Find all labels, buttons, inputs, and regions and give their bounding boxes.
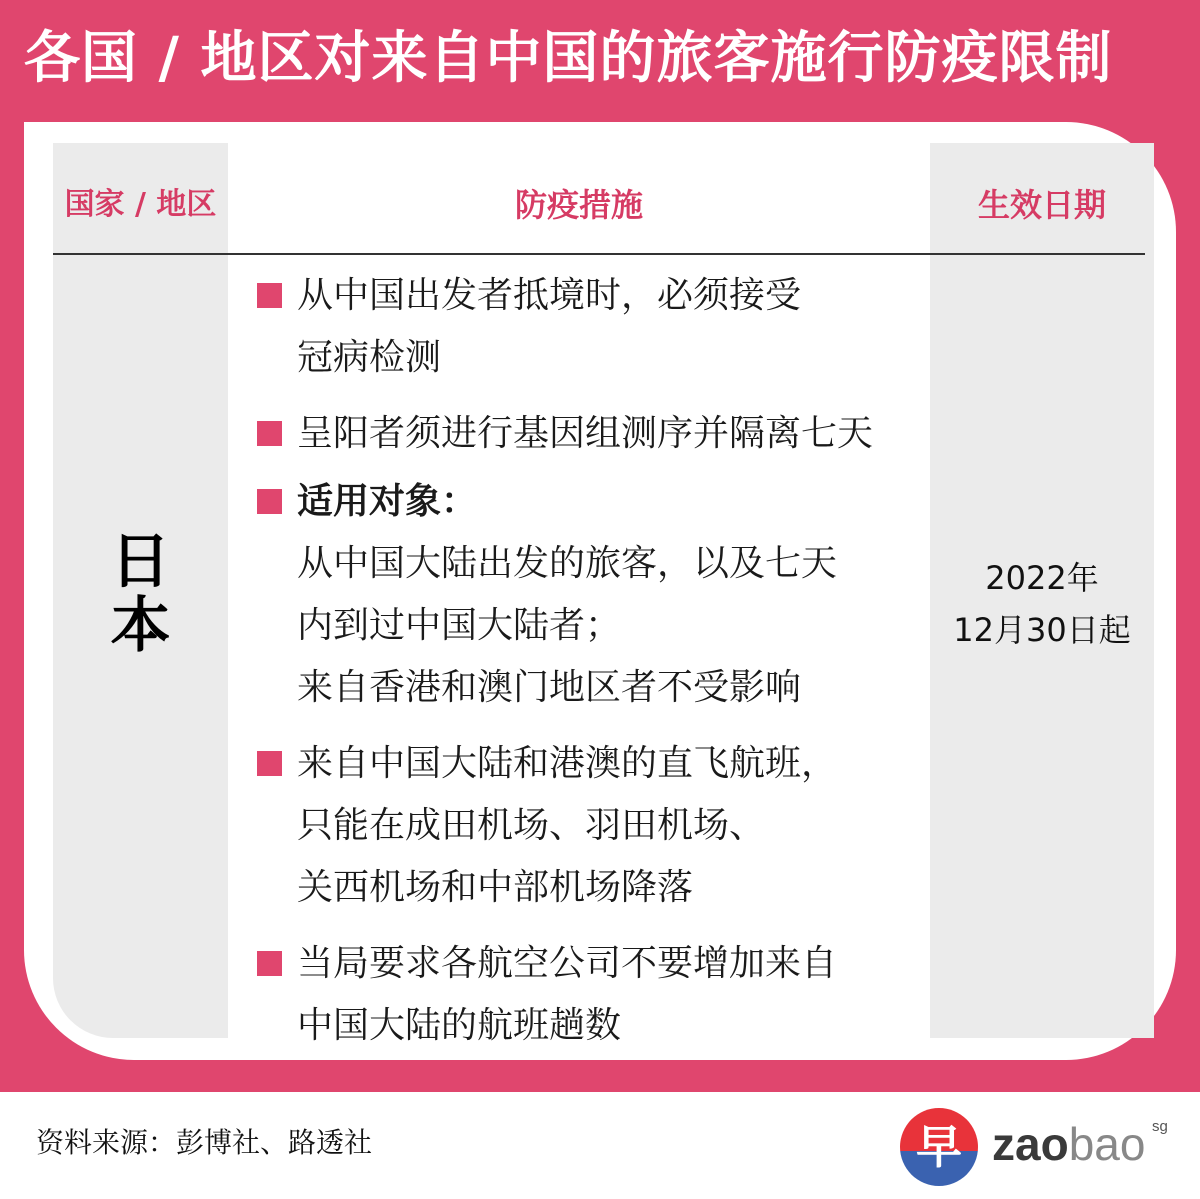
bullet-square-icon (257, 751, 282, 776)
bullet-square-icon (257, 421, 282, 446)
logo-zao: zao (992, 1118, 1069, 1170)
measure-item (255, 265, 925, 389)
logo-char: 早 (916, 1120, 962, 1174)
logo-wordmark (992, 1114, 1145, 1174)
logo-sg: sg (1152, 1118, 1168, 1135)
header-effective-date: 生效日期 (977, 186, 1106, 224)
country-name (53, 527, 228, 661)
bullet-square-icon (257, 283, 282, 308)
bullet-square-icon (257, 951, 282, 976)
measure-line: 冠病检测 (297, 337, 442, 378)
measure-line: 来自香港和澳门地区者不受影响 (297, 667, 802, 708)
measure-item (255, 403, 925, 465)
measure-heading: 适用对象： (297, 481, 478, 522)
measure-line: 从中国出发者抵境时，必须接受 (297, 275, 802, 316)
bullet-square-icon (257, 489, 282, 514)
effective-date-line: 2022年 (985, 559, 1099, 597)
country-name-line: 日 (110, 527, 171, 597)
logo-bao: bao (1068, 1118, 1146, 1170)
measure-line: 内到过中国大陆者； (297, 605, 622, 646)
effective-date (930, 552, 1154, 656)
measures-list (255, 265, 925, 1057)
source-note: 资料来源：彭博社、路透社 (36, 1126, 373, 1159)
measure-item (255, 733, 925, 919)
page-title: 各国 / 地区对来自中国的旅客施行防疫限制 (24, 26, 1113, 91)
header-country: 国家 / 地区 (64, 187, 217, 222)
measure-line: 关西机场和中部机场降落 (297, 867, 694, 908)
measure-line: 只能在成田机场、羽田机场、 (297, 805, 766, 846)
measure-line: 来自中国大陆和港澳的直飞航班， (297, 743, 838, 784)
measure-line: 当局要求各航空公司不要增加来自 (297, 943, 838, 984)
zaobao-logo[interactable] (900, 1104, 1180, 1186)
effective-date-line: 12月30日起 (953, 611, 1131, 649)
header-divider (53, 253, 1145, 255)
country-name-line: 本 (110, 591, 171, 661)
measure-item (255, 933, 925, 1057)
measure-line: 中国大陆的航班趟数 (297, 1005, 622, 1046)
measure-line: 从中国大陆出发的旅客，以及七天 (297, 543, 838, 584)
header-measures: 防疫措施 (514, 186, 643, 224)
measure-item (255, 471, 925, 719)
measure-line: 呈阳者须进行基因组测序并隔离七天 (297, 413, 874, 454)
